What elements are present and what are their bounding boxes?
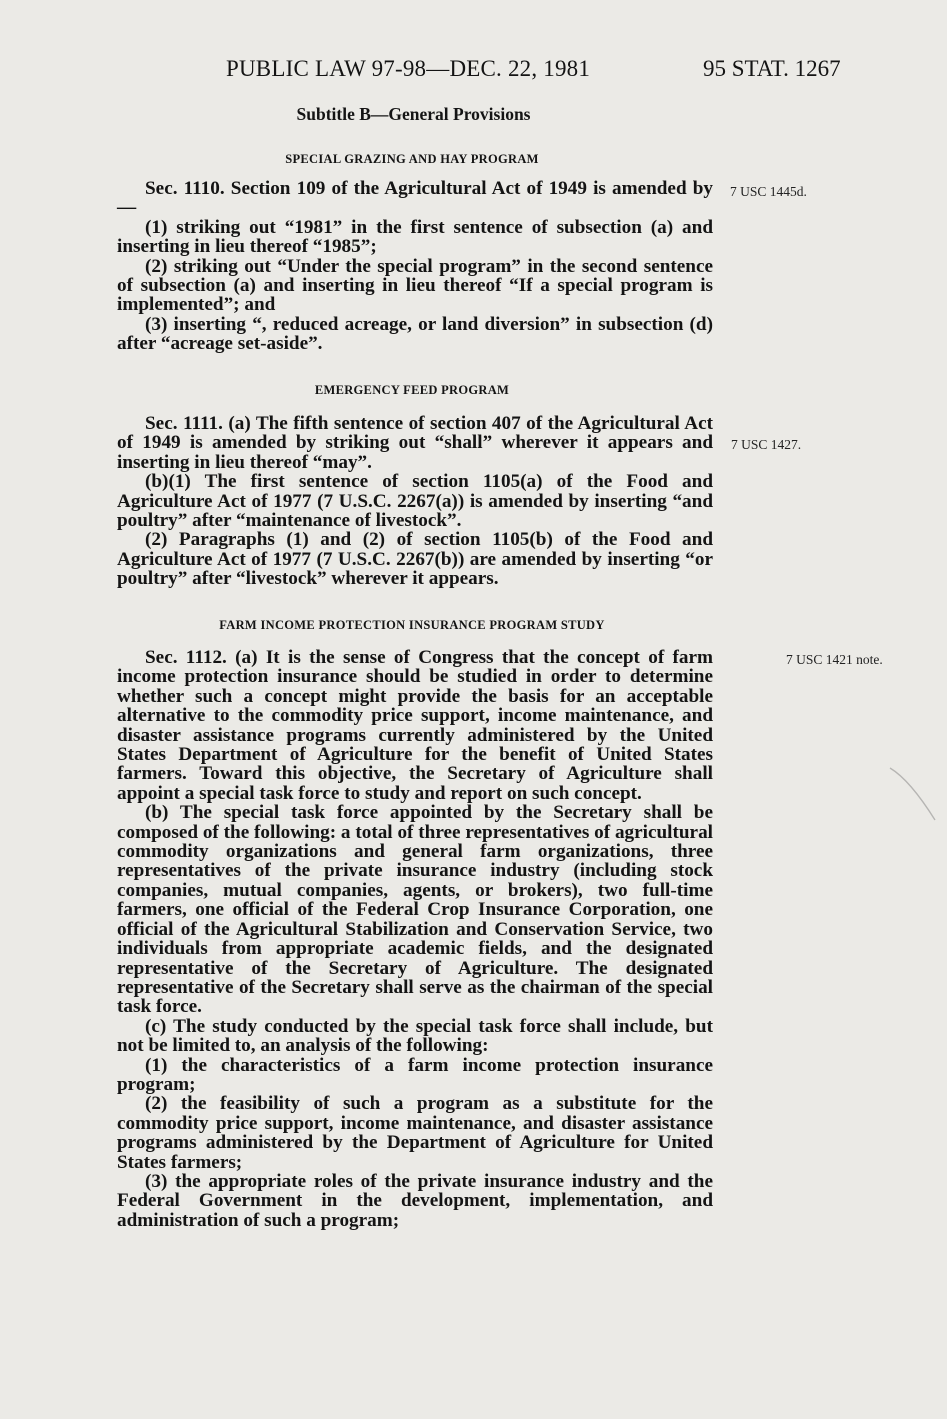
paragraph: (1) the characteristics of a farm income protection insurance program; [117,1054,713,1095]
section-1112-body [117,648,713,1230]
scan-mark-decoration [880,760,947,840]
section-heading-insurance: FARM INCOME PROTECTION INSURANCE PROGRAM STUDY [219,618,605,632]
margin-note-1427: 7 USC 1427. [731,437,802,452]
section-1110-body [117,179,713,354]
section-heading-feed: EMERGENCY FEED PROGRAM [314,383,510,397]
paragraph: (2) Paragraphs (1) and (2) of section 1105(b) of the Food and Agriculture Act of 1977 (7 U.S.C. 2267(b)) are amended by inserting “or poultry” after “livestock” wherever it appears. [117,529,713,590]
paragraph: (3) the appropriate roles of the private insurance industry and the Federal Government in the development, implementation, and administration of such a program; [117,1170,713,1231]
paragraph: (b)(1) The first sentence of section 1105(a) of the Food and Agriculture Act of 1977 (7 U.S.C. 2267(a)) is amended by inserting “and poultry” after “maintenance of livestock”. [117,471,713,532]
paragraph: (2) the feasibility of such a program as a substitute for the commodity price support, income maintenance, and disaster assistance programs administered by the Department of Agriculture for United States farmers; [117,1093,713,1173]
margin-note-1445d: 7 USC 1445d. [730,184,807,199]
subtitle-heading: Subtitle B—General Provisions [296,104,531,124]
margin-note-1421: 7 USC 1421 note. [786,652,883,667]
paragraph: Sec. 1110. Section 109 of the Agricultural Act of 1949 is amended by— [117,178,713,219]
section-heading-grazing: SPECIAL GRAZING AND HAY PROGRAM [285,152,539,166]
section-1111-body [117,414,713,589]
page-header-law: PUBLIC LAW 97-98—DEC. 22, 1981 [226,56,591,81]
paragraph: (b) The special task force appointed by the Secretary shall be composed of the following: a total of three representatives of agricultural commodity organizations and general farm organizations, three representatives of the private insurance industry (including stock companies, mutual companies, agents, or brokers), two full-time farmers, one official of the Federal Crop Insurance Corporation, one official of the Agricultural Stabilization and Conservation Service, two individuals from appropriate academic fields, and the designated representative of the Secretary of Agriculture. The designated representative of the Secretary shall serve as the chairman of the special task force. [117,802,713,1018]
paragraph: Sec. 1112. (a) It is the sense of Congress that the concept of farm income protection insurance should be studied in order to determine whether such a concept might provide the basis for an acceptable alternative to the commodity price support, income maintenance, and disaster assistance programs currently administered by the United States Department of Agriculture for the benefit of United States farmers. Toward this objective, the Secretary of Agriculture shall appoint a special task force to study and report on such concept. [117,647,713,804]
paragraph: (2) striking out “Under the special program” in the second sentence of subsection (a) and inserting in lieu thereof “If a special program is implemented”; and [117,255,713,316]
paragraph: (1) striking out “1981” in the first sentence of subsection (a) and inserting in lieu thereof “1985”; [117,216,713,258]
paragraph: Sec. 1111. (a) The fifth sentence of section 407 of the Agricultural Act of 1949 is amended by striking out “shall” wherever it appears and inserting in lieu thereof “may”. [117,413,713,473]
paragraph: (3) inserting “, reduced acreage, or land diversion” in subsection (d) after “acreage set-aside”. [117,313,713,355]
paragraph: (c) The study conducted by the special task force shall include, but not be limited to, an analysis of the following: [117,1015,713,1057]
page-header-stat: 95 STAT. 1267 [703,56,841,81]
